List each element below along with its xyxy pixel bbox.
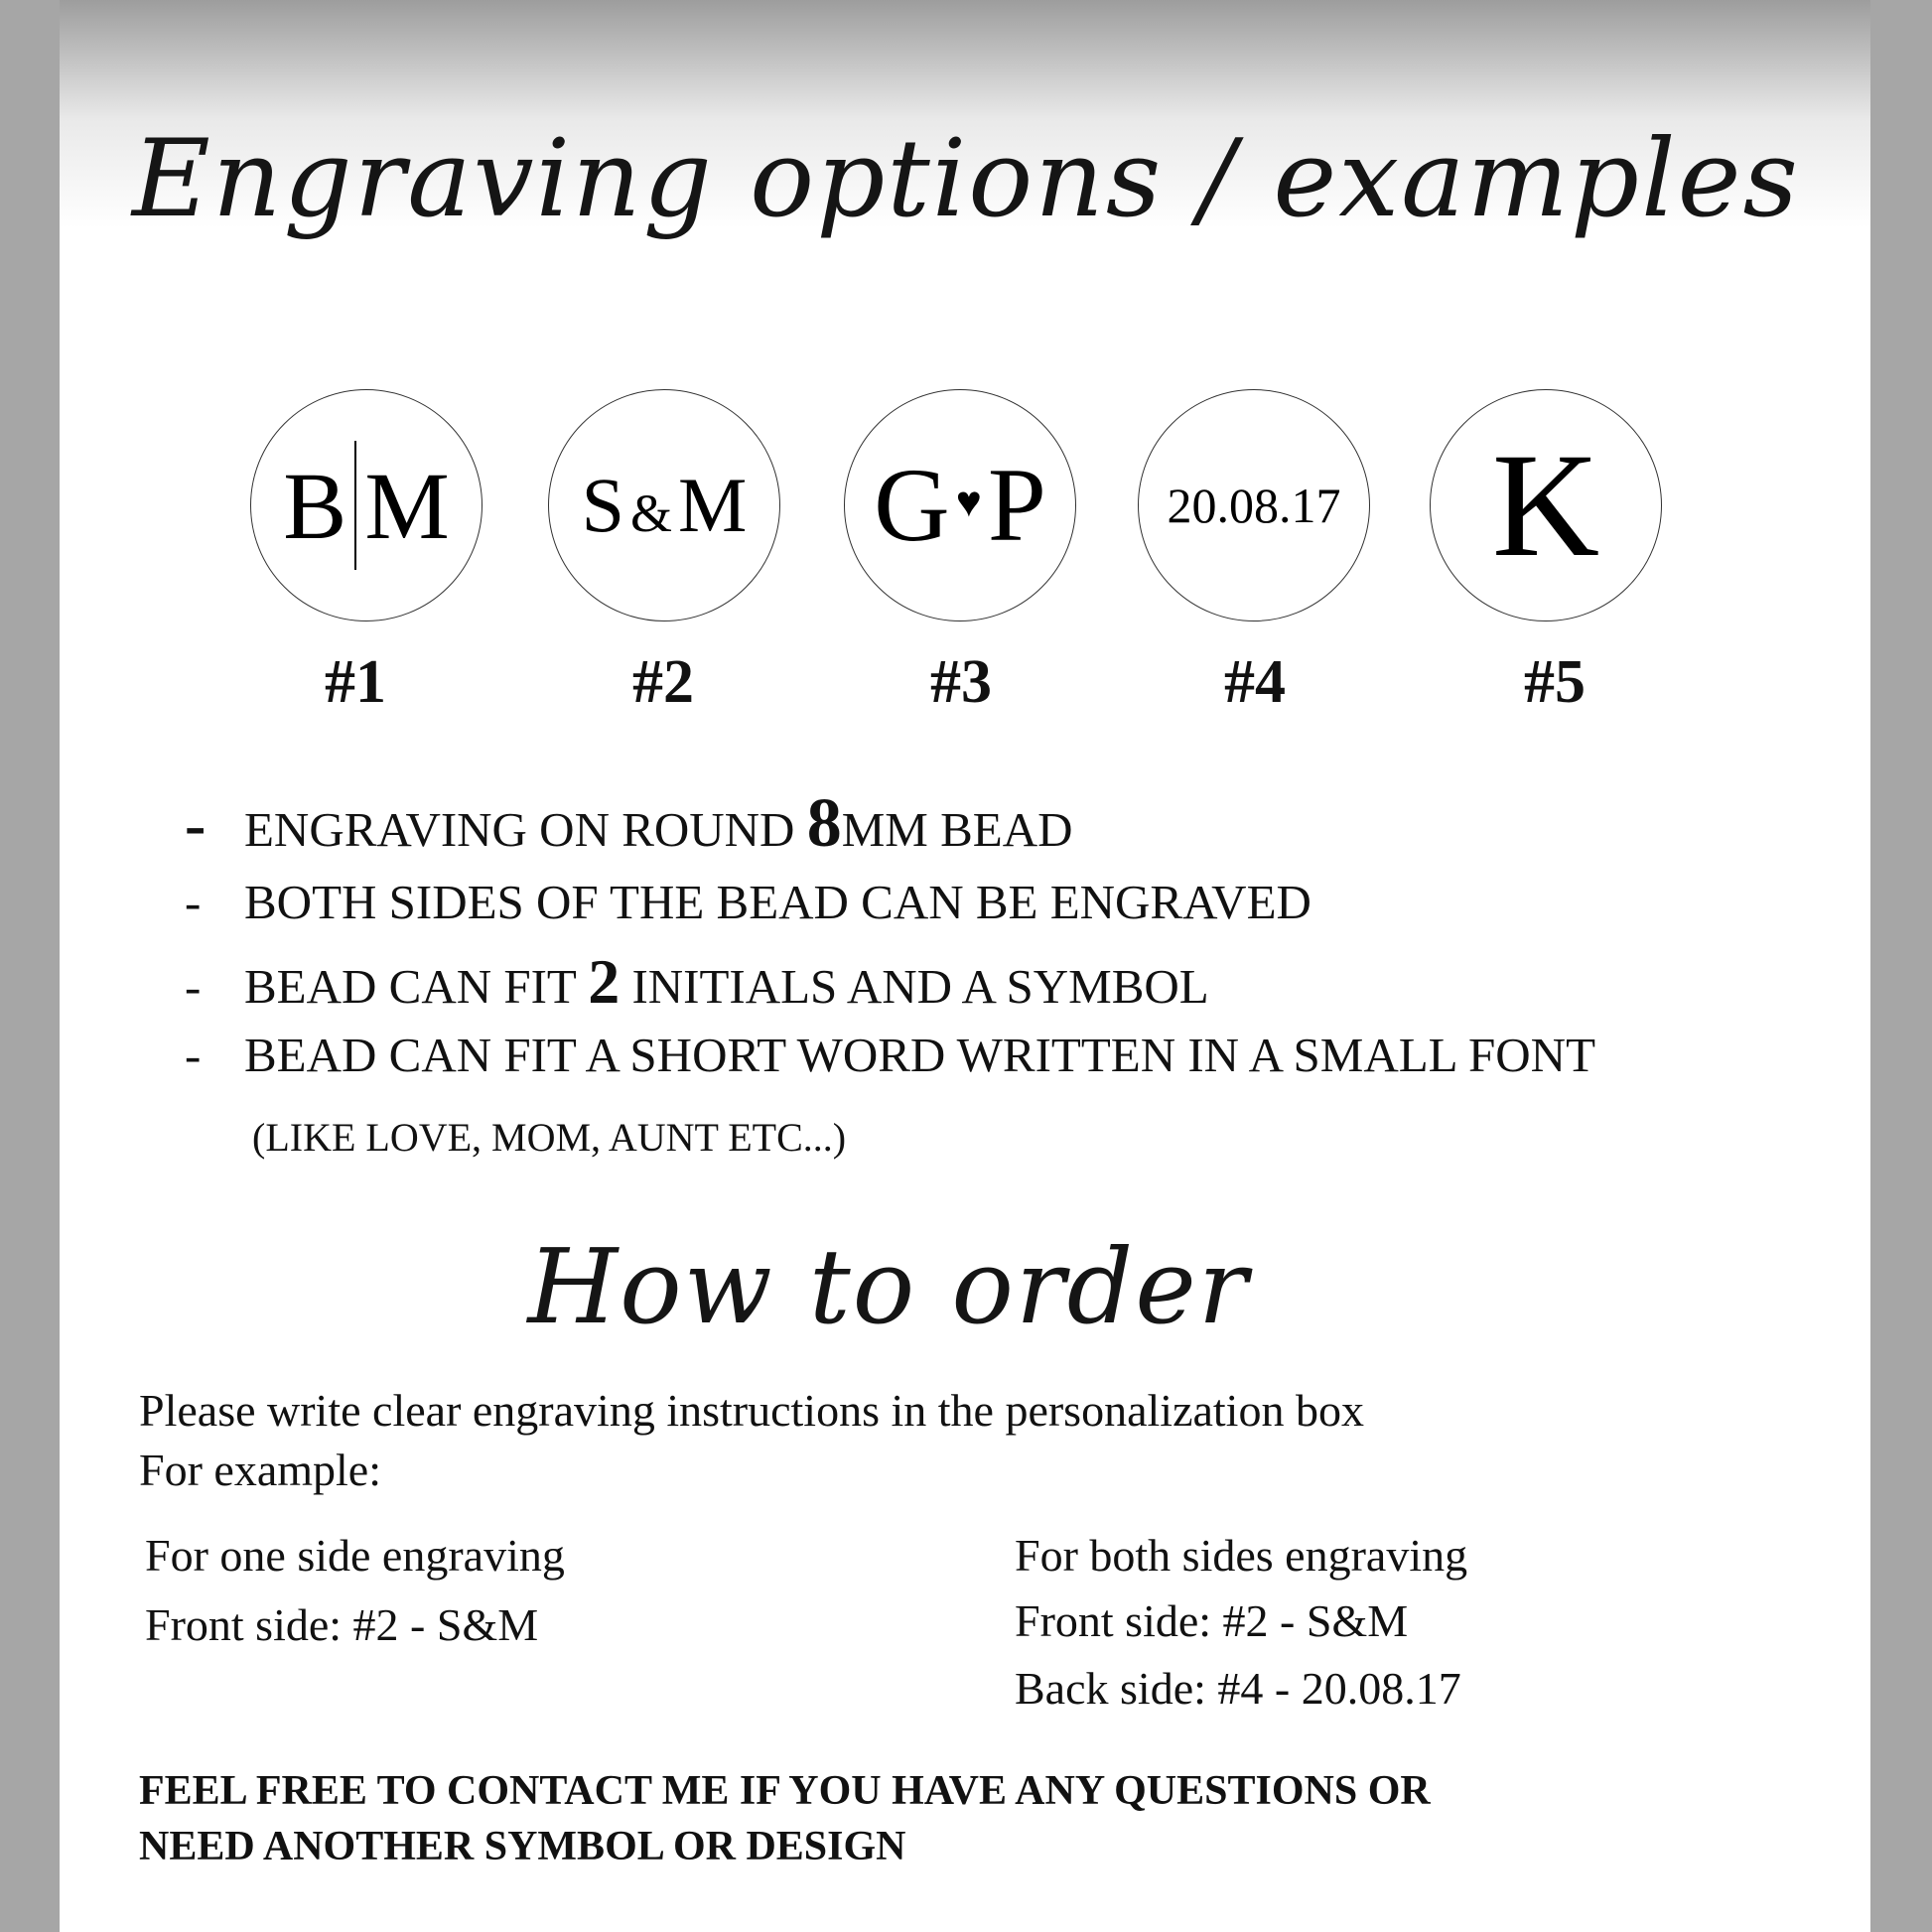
page-title: Engraving options / examples xyxy=(132,117,1800,241)
both-sides-heading: For both sides engraving xyxy=(1015,1530,1468,1581)
bullet-text: BEAD CAN FIT A SHORT WORD WRITTEN IN A SMALL FONT xyxy=(244,1028,1595,1082)
one-side-front: Front side: #2 - S&M xyxy=(145,1599,539,1650)
contact-notice xyxy=(139,1763,1431,1874)
heart-icon: ♥ xyxy=(955,477,982,526)
engraving-option-1-bead xyxy=(250,389,483,621)
bullet-item-4 xyxy=(185,1027,1595,1083)
bullet-item-1 xyxy=(185,784,1072,864)
engraving-option-5-bead xyxy=(1430,389,1662,621)
bullet-dash: - xyxy=(185,875,202,929)
bullet-text: INITIALS AND A SYMBOL xyxy=(620,959,1209,1014)
bullet-text: ENGRAVING ON ROUND xyxy=(244,802,807,857)
bullet-text: BOTH SIDES OF THE BEAD CAN BE ENGRAVED xyxy=(244,875,1311,929)
both-sides-back: Back side: #4 - 20.08.17 xyxy=(1015,1663,1461,1714)
engraving-option-4-bead xyxy=(1138,389,1370,621)
option-3-right-initial: P xyxy=(987,447,1046,563)
contact-line: NEED ANOTHER SYMBOL OR DESIGN xyxy=(139,1824,906,1869)
how-to-order-title: How to order xyxy=(527,1226,1250,1347)
option-1-left-initial: B xyxy=(283,452,347,559)
instruction-line: For example: xyxy=(139,1445,381,1495)
one-side-heading: For one side engraving xyxy=(145,1530,565,1581)
contact-line: FEEL FREE TO CONTACT ME IF YOU HAVE ANY QUESTIONS OR xyxy=(139,1768,1431,1814)
option-1-right-initial: M xyxy=(364,452,450,559)
option-1-number: #1 xyxy=(325,648,386,716)
ampersand-symbol: & xyxy=(630,483,673,543)
instruction-line: Please write clear engraving instructions in the personalization box xyxy=(139,1385,1364,1436)
engraving-option-3-bead xyxy=(844,389,1076,621)
bullet-dash: - xyxy=(185,959,202,1014)
bullet-dash: - xyxy=(185,1028,202,1082)
bullet-emphasis: 8 xyxy=(806,785,842,862)
option-4-date: 20.08.17 xyxy=(1167,478,1341,533)
option-3-number: #3 xyxy=(930,648,992,716)
bullet-note: (LIKE LOVE, MOM, AUNT ETC...) xyxy=(252,1115,847,1160)
option-5-initial: K xyxy=(1491,423,1600,588)
option-2-number: #2 xyxy=(632,648,694,716)
bullet-item-2 xyxy=(185,874,1311,930)
bullet-text: MM BEAD xyxy=(841,802,1073,857)
bullet-emphasis: 2 xyxy=(588,946,621,1017)
engraving-option-2-bead xyxy=(548,389,780,621)
option-3-left-initial: G xyxy=(874,447,950,563)
option-2-left-initial: S xyxy=(581,462,624,548)
option-2-right-initial: M xyxy=(678,462,748,548)
option-4-number: #4 xyxy=(1224,648,1286,716)
bullet-dash: - xyxy=(185,789,207,860)
both-sides-front: Front side: #2 - S&M xyxy=(1015,1595,1409,1646)
bullet-item-3 xyxy=(185,945,1209,1019)
option-5-number: #5 xyxy=(1524,648,1586,716)
divider-line xyxy=(354,441,356,570)
bullet-text: BEAD CAN FIT xyxy=(244,959,589,1014)
